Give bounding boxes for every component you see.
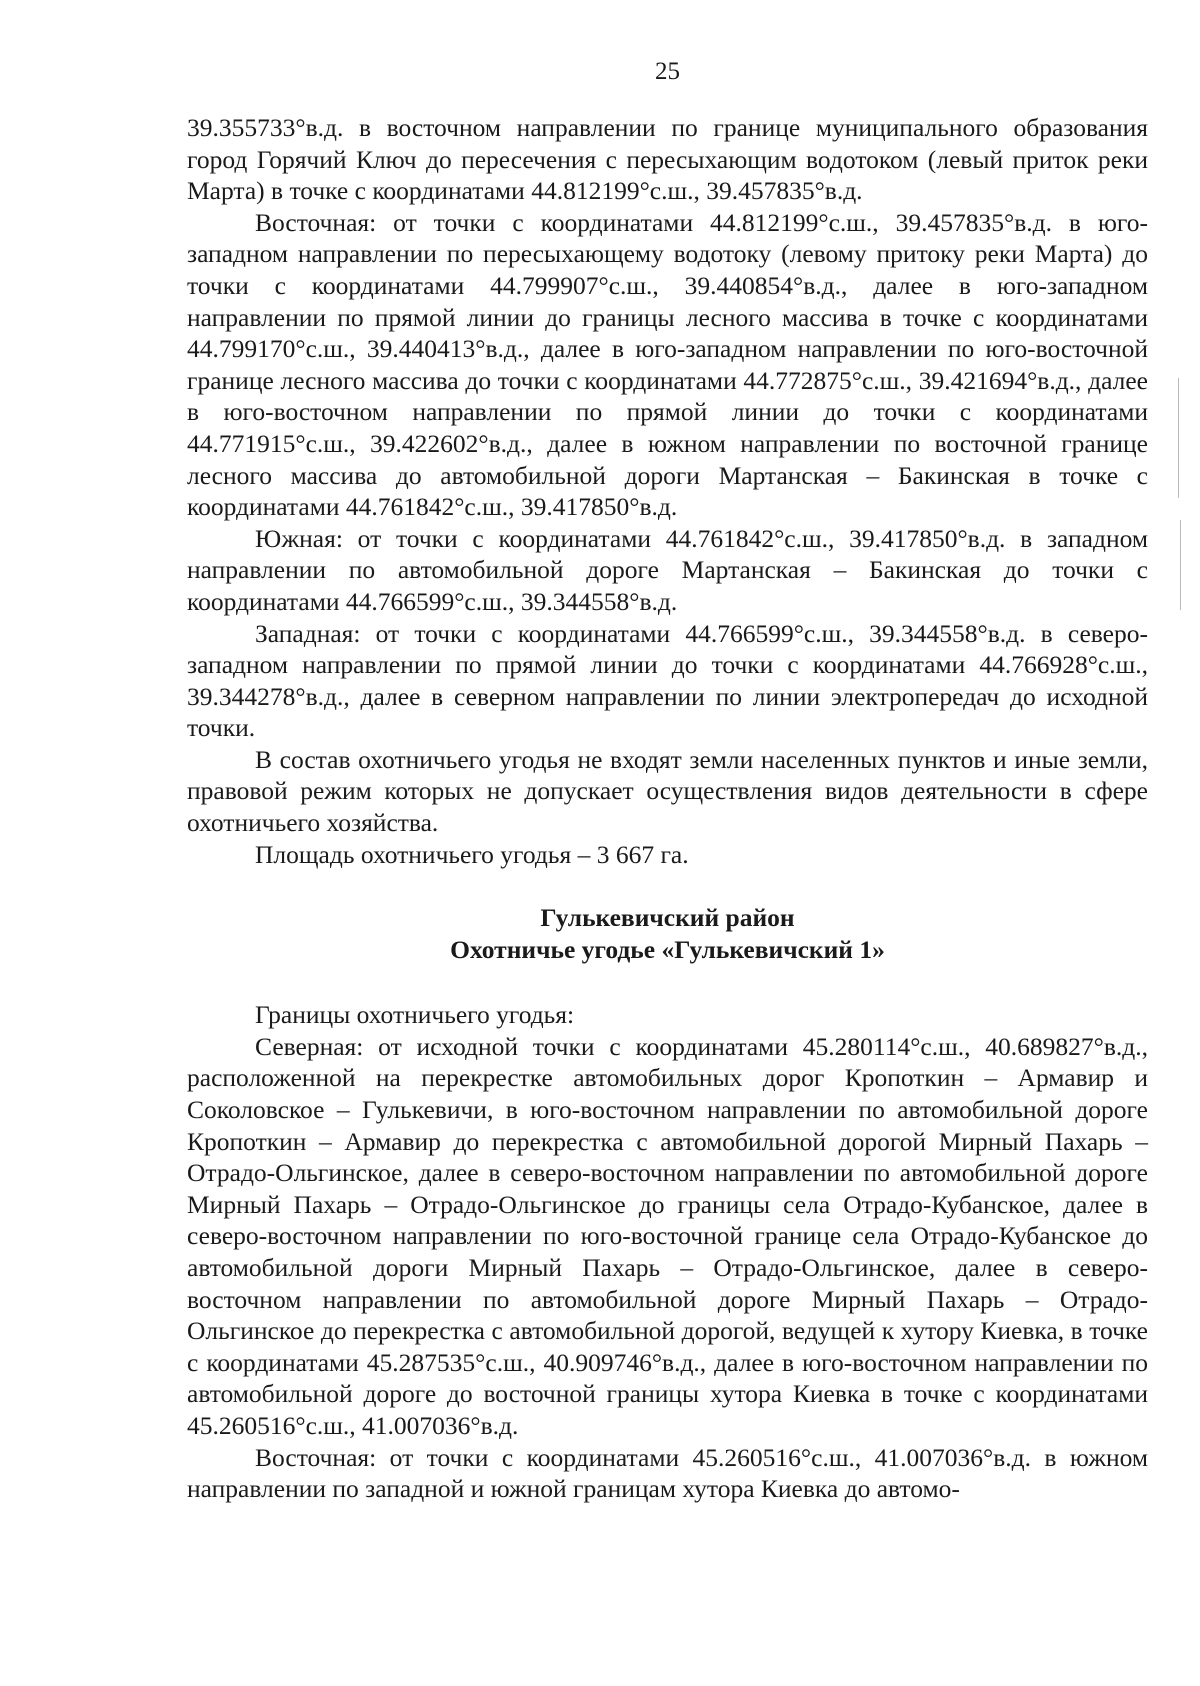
spacer (187, 966, 1148, 999)
paragraph-boundaries-intro: Границы охотничьего угодья: (255, 1000, 575, 1030)
paragraph-eastern-boundary-2: Восточная: от точки с координатами 45.260516°с.ш., 41.007036°в.д. в южном направлении по западной и южной границам хутора Киевка до автомо- (187, 1442, 1148, 1504)
document-body (187, 112, 1148, 1505)
paragraph-area: Площадь охотничьего угодья – 3 667 га. (255, 839, 689, 869)
scan-artifact (1180, 520, 1181, 610)
scan-artifact (1178, 378, 1179, 498)
paragraph-southern-boundary: Южная: от точки с координатами 44.761842°с.ш., 39.417850°в.д. в западном направлении по автомобильной дороге Мартанская – Бакинская до точки с координатами 44.766599°с.ш., 39.344558°в.д. (187, 523, 1148, 616)
page-number: 25 (655, 58, 680, 85)
paragraph: 39.355733°в.д. в восточном направлении по границе муниципального образования город Горячий Ключ до пересечения с пересыхающим водотоком (левый приток реки Марта) в точке с координатами 44.812199°с.ш., 39.457835°в.д. (187, 113, 1148, 206)
paragraph-northern-boundary: Северная: от исходной точки с координатами 45.280114°с.ш., 40.689827°в.д., расположенной на перекрестке автомобильных дорог Кропоткин – Армавир и Соколовское – Гулькевичи, в юго-восточном направлении по автомобильной дороге Кропоткин – Армавир до перекрестка с автомобильной дорогой Мирный Пахарь – Отрадо-Ольгинское, далее в северо-восточном направлении по автомобильной дороге Мирный Пахарь – Отрадо-Ольгинское до границы села Отрадо-Кубанское, далее в северо-восточном направлении по юго-восточной границе села Отрадо-Кубанское до автомобильной дороги Мирный Пахарь – Отрадо-Ольгинское, далее в северо-восточном направлении по автомобильной дороге Мирный Пахарь – Отрадо-Ольгинское до перекрестка с автомобильной дорогой, ведущей к хутору Киевка, в точке с координатами 45.287535°с.ш., 40.909746°в.д., далее в юго-восточном направлении по автомобильной дороге до восточной границы хутора Киевка в точке с координатами 45.260516°с.ш., 41.007036°в.д. (187, 1031, 1148, 1440)
paragraph-western-boundary: Западная: от точки с координатами 44.766599°с.ш., 39.344558°в.д. в северо-западном направлении по прямой линии до точки с координатами 44.766928°с.ш., 39.344278°в.д., далее в северном направлении по линии электропередач до исходной точки. (187, 618, 1148, 743)
section-heading (187, 902, 1148, 966)
paragraph-exclusions: В состав охотничьего угодья не входят земли населенных пунктов и иные земли, правовой режим которых не допускает осуществления видов деятельности в сфере охотничьего хозяйства. (187, 744, 1148, 838)
paragraph-eastern-boundary: Восточная: от точки с координатами 44.812199°с.ш., 39.457835°в.д. в юго-западном направлении по пересыхающему водотоку (левому притоку реки Марта) до точки с координатами 44.799907°с.ш., 39.440854°в.д., далее в юго-западном направлении по прямой линии до границы лесного массива в точке с координатами 44.799170°с.ш., 39.440413°в.д., далее в юго-западном направлении по юго-восточной границе лесного массива до точки с координатами 44.772875°с.ш., 39.421694°в.д., далее в юго-восточном направлении по прямой линии до точки с координатами 44.771915°с.ш., 39.422602°в.д., далее в южном направлении по восточной границе лесного массива до автомобильной дороги Мартанская – Бакинская в точке с координатами 44.761842°с.ш., 39.417850°в.д. (187, 207, 1148, 522)
hunting-ground-title: Охотничье угодье «Гулькевичский 1» (450, 935, 885, 965)
district-heading: Гулькевичский район (540, 903, 795, 933)
